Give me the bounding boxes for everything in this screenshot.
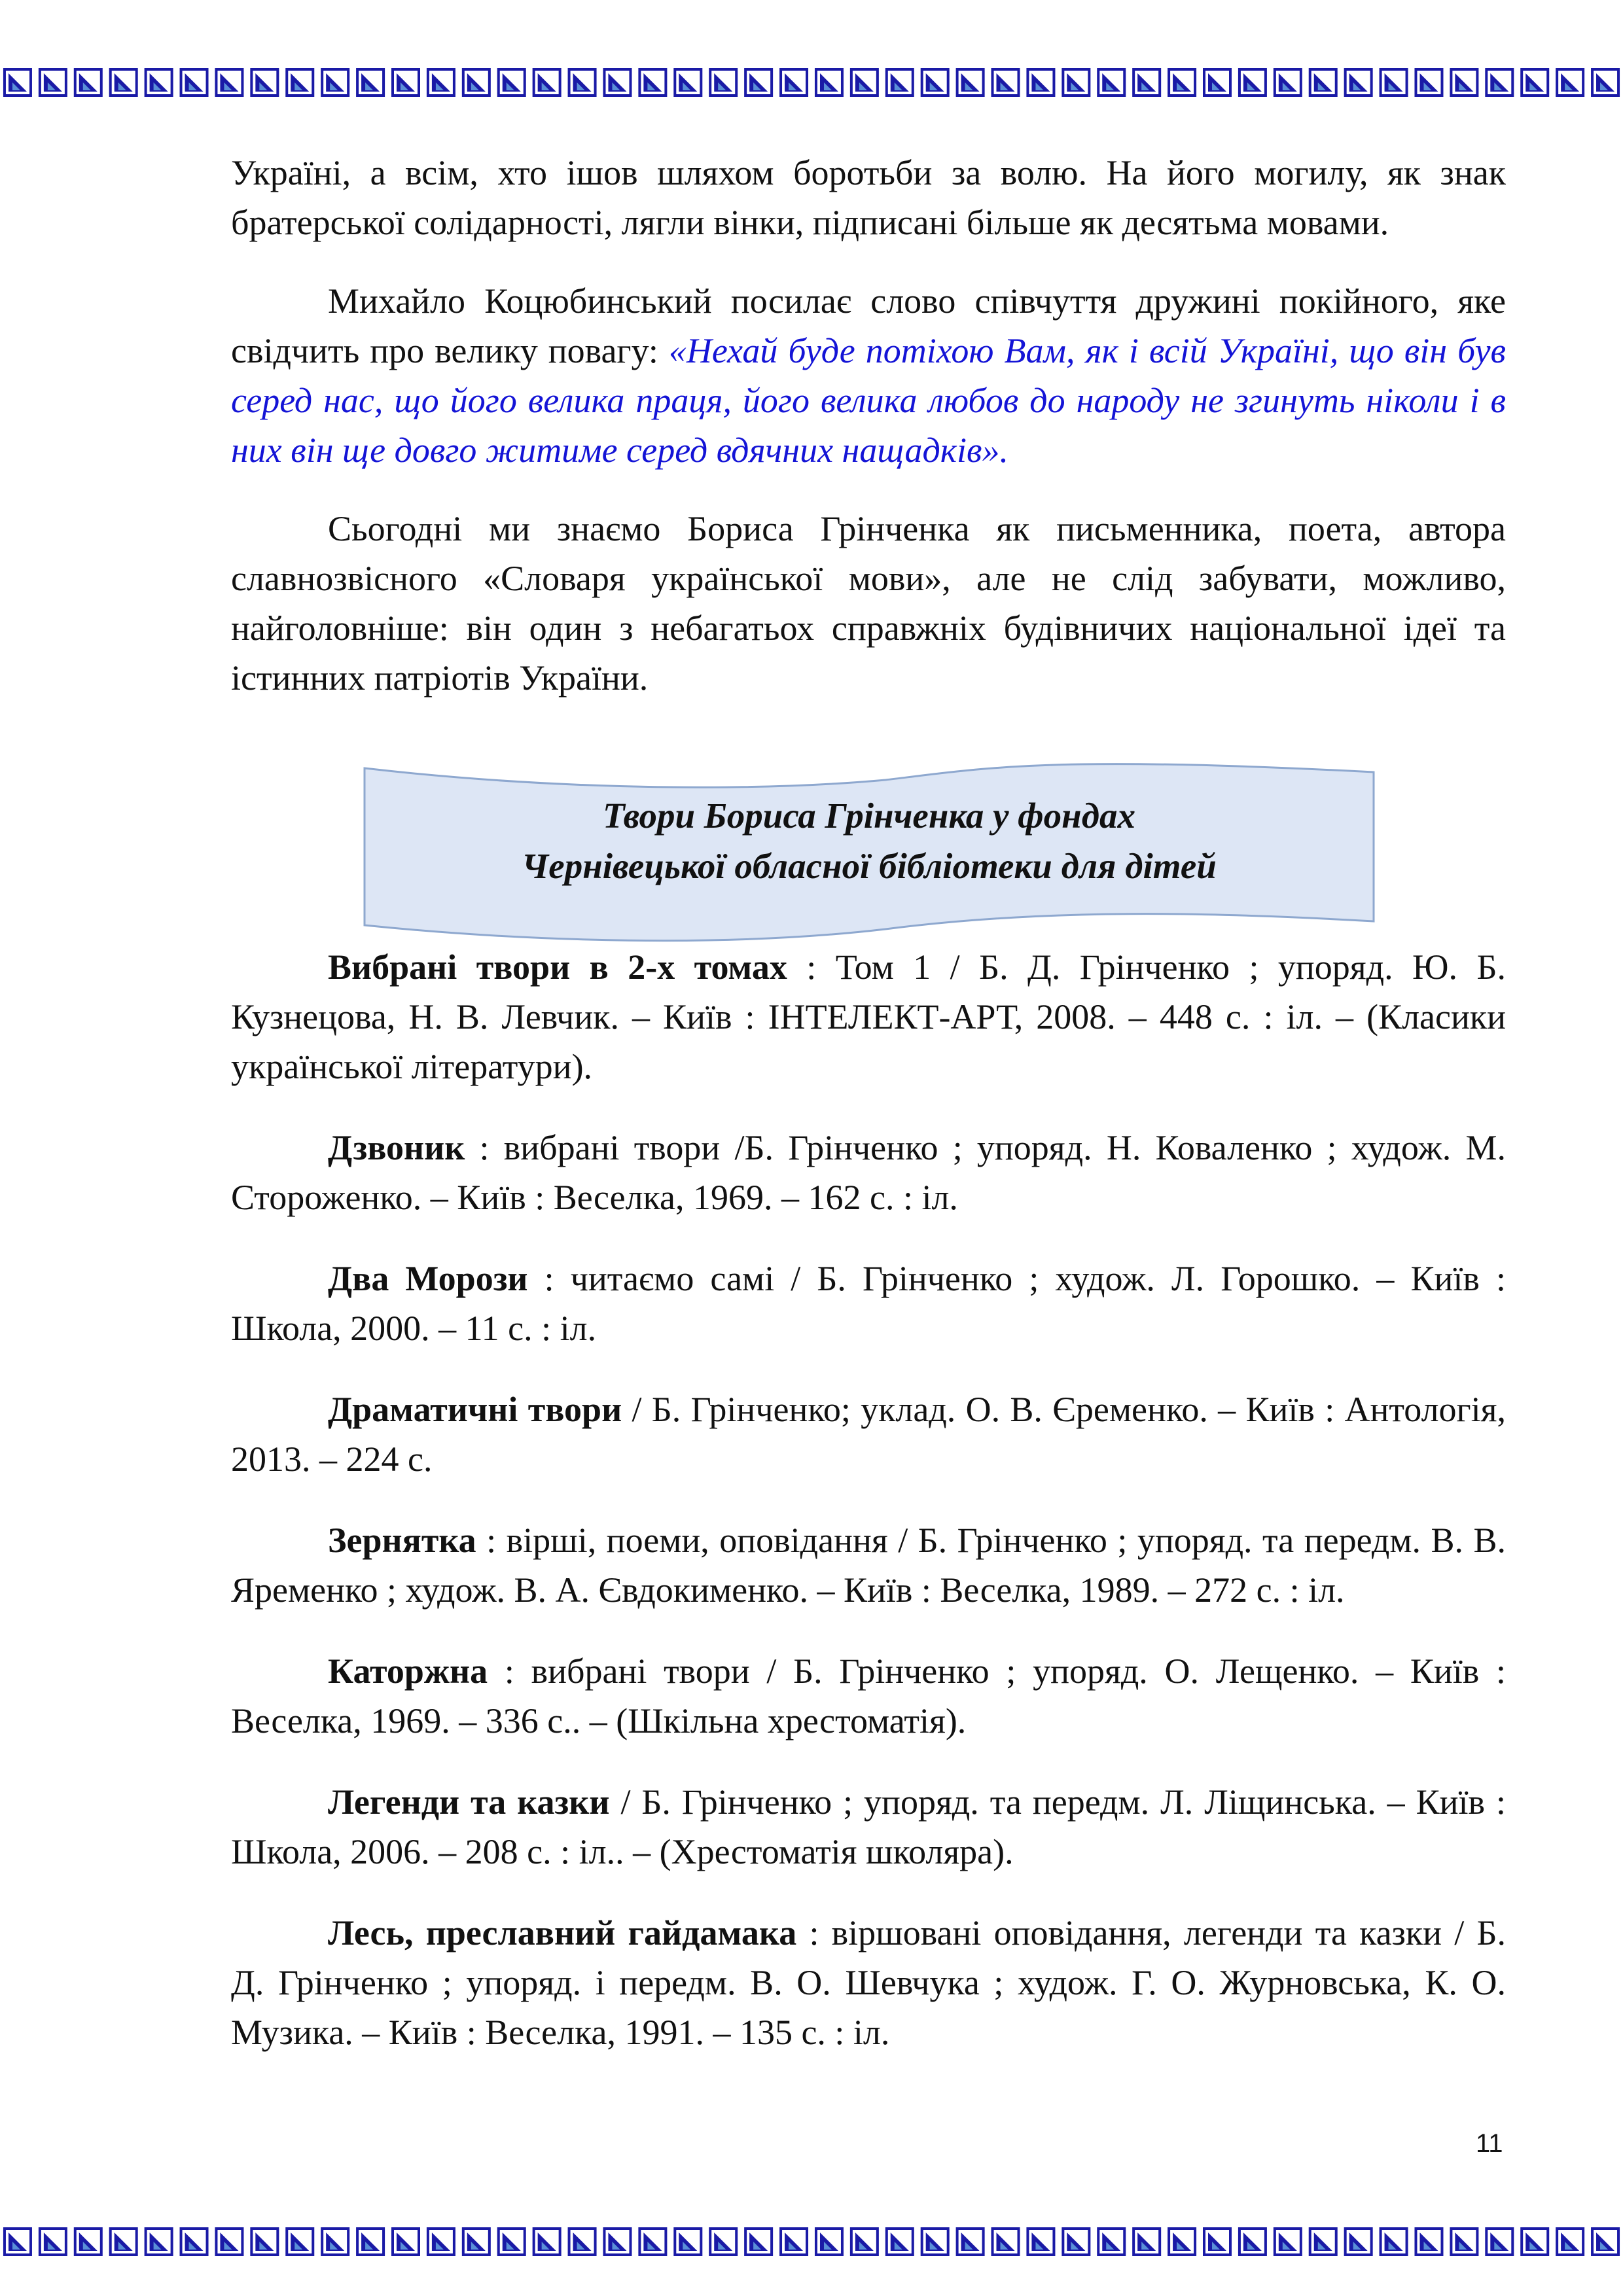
book-entry [231,1385,1506,1484]
blue-arrow-square-icon [1451,2229,1477,2255]
blue-arrow-square-icon [181,69,207,96]
blue-arrow-square-icon [1557,2229,1583,2255]
paragraph-2 [231,276,1506,475]
blue-arrow-square-icon [922,69,948,96]
blue-arrow-square-icon [1381,2229,1407,2255]
blue-arrow-square-icon [1204,69,1230,96]
blue-arrow-square-icon [499,2229,525,2255]
blue-arrow-square-icon [1063,2229,1089,2255]
book-details: : вірші, поеми, оповідання / Б. Грінченко ; упоряд. та передм. В. В. Яременко ; худож. В. А. Євдокименко. – Київ : Веселка, 1989. – 272 с. : іл. [231,1521,1506,1610]
blue-arrow-square-icon [1310,69,1336,96]
blue-arrow-square-icon [710,69,736,96]
blue-arrow-square-icon [287,69,313,96]
blue-arrow-square-icon [1240,2229,1266,2255]
blue-arrow-square-icon [1169,2229,1195,2255]
blue-arrow-square-icon [922,2229,948,2255]
blue-arrow-square-icon [1027,69,1054,96]
blue-arrow-square-icon [216,2229,242,2255]
blue-arrow-square-icon [1169,69,1195,96]
blue-arrow-square-icon [5,2229,31,2255]
paragraph-1: Україні, а всім, хто ішов шляхом боротьби за волю. На його могилу, як знак братерської солідарності, лягли вінки, підписані більше як десятьма мовами. [231,153,1506,242]
blue-arrow-square-icon [181,2229,207,2255]
blue-arrow-square-icon [5,69,31,96]
blue-arrow-square-icon [534,69,560,96]
blue-arrow-square-icon [887,69,913,96]
blue-arrow-square-icon [569,2229,596,2255]
book-title: Драматичні твори [328,1390,622,1429]
blue-arrow-square-icon [1592,69,1618,96]
blue-arrow-square-icon [1275,2229,1301,2255]
blue-arrow-square-icon [957,69,984,96]
book-details: / Б. Грінченко; уклад. О. В. Єременко. – Київ : Антологія, 2013. – 224 с. [231,1390,1507,1479]
book-list [231,942,1506,2057]
blue-arrow-square-icon [781,2229,807,2255]
blue-arrow-square-icon [1275,69,1301,96]
blue-arrow-square-icon [1346,69,1372,96]
blue-arrow-square-icon [1557,69,1583,96]
blue-arrow-square-icon [816,2229,842,2255]
blue-arrow-square-icon [816,69,842,96]
section-banner [362,758,1376,947]
blue-arrow-square-icon [287,2229,313,2255]
blue-arrow-square-icon [1381,69,1407,96]
blue-arrow-square-icon [146,2229,172,2255]
blue-arrow-square-icon [1522,69,1548,96]
blue-arrow-square-icon [1346,2229,1372,2255]
book-title: Лесь, преславний гайдамака [328,1913,797,1952]
blue-arrow-square-icon [393,69,419,96]
book-entry [231,1777,1506,1877]
book-entry [231,1908,1506,2057]
book-details: : віршовані оповідання, легенди та казки / Б. Д. Грінченко ; упоряд. і передм. В. О. Шевчука ; худож. Г. О. Журновська, К. О. Музика. – Київ : Веселка, 1991. – 135 с. : іл. [231,1913,1506,2052]
blue-arrow-square-icon [75,69,101,96]
blue-arrow-square-icon [1204,2229,1230,2255]
banner-title [362,790,1376,891]
top-border-ornament [0,65,1623,99]
book-title: Дзвоник [328,1128,465,1167]
blue-arrow-square-icon [146,69,172,96]
blue-arrow-square-icon [1063,69,1089,96]
blue-arrow-square-icon [1133,69,1160,96]
blue-arrow-square-icon [499,69,525,96]
blue-arrow-square-icon [357,69,383,96]
blue-arrow-square-icon [887,2229,913,2255]
blue-arrow-square-icon [1098,2229,1124,2255]
bottom-border-ornament [0,2225,1623,2259]
blue-arrow-square-icon [604,69,630,96]
book-title: Вибрані твори в 2-х томах [328,947,787,987]
blue-arrow-square-icon [534,2229,560,2255]
blue-arrow-square-icon [675,2229,701,2255]
blue-arrow-square-icon [639,2229,666,2255]
blue-arrow-square-icon [1486,69,1512,96]
blue-arrow-square-icon [1098,69,1124,96]
blue-arrow-square-icon [75,2229,101,2255]
banner-title-line-1: Твори Бориса Грінченка у фондах [603,796,1135,836]
blue-arrow-square-icon [393,2229,419,2255]
blue-arrow-square-icon [604,2229,630,2255]
page-number: 11 [1476,2129,1503,2158]
blue-arrow-square-icon [428,69,454,96]
blue-arrow-square-icon [40,2229,66,2255]
banner-title-line-2: Чернівецької обласної бібліотеки для дітей [522,846,1217,886]
book-details: : читаємо самі / Б. Грінченко ; худож. Л. Горошко. – Київ : Школа, 2000. – 11 с. : іл. [231,1259,1506,1348]
blue-arrow-square-icon [745,2229,772,2255]
book-details: : вибрані твори /Б. Грінченко ; упоряд. Н. Коваленко ; худож. М. Стороженко. – Київ : Веселка, 1969. – 162 с. : іл. [231,1128,1506,1217]
blue-arrow-square-icon [1133,2229,1160,2255]
book-entry [231,1646,1506,1746]
book-entry [231,942,1506,1091]
blue-arrow-square-icon [1522,2229,1548,2255]
blue-arrow-square-icon [993,2229,1019,2255]
blue-arrow-square-icon [1451,69,1477,96]
blue-arrow-square-icon [781,69,807,96]
book-details: / Б. Грінченко ; упоряд. та передм. Л. Ліщинська. – Київ : Школа, 2006. – 208 с. : іл.. – (Хрестоматія школяра). [231,1782,1506,1871]
blue-arrow-square-icon [216,69,242,96]
blue-arrow-square-icon [1240,69,1266,96]
book-details: : Том 1 / Б. Д. Грінченко ; упоряд. Ю. Б. Кузнецова, Н. В. Левчик. – Київ : ІНТЕЛЕКТ-АРТ, 2008. – 448 с. : іл. – (Класики української літератури). [231,947,1506,1086]
blue-arrow-square-icon [851,2229,878,2255]
blue-arrow-square-icon [322,69,348,96]
blue-arrow-square-icon [1310,2229,1336,2255]
blue-arrow-square-icon [463,2229,490,2255]
book-title: Два Морози [328,1259,528,1298]
blue-arrow-square-icon [675,69,701,96]
blue-arrow-square-icon [428,2229,454,2255]
book-details: : вибрані твори / Б. Грінченко ; упоряд. О. Лещенко. – Київ : Веселка, 1969. – 336 с.. – (Шкільна хрестоматія). [231,1651,1506,1740]
blue-arrow-square-icon [251,69,277,96]
blue-arrow-square-icon [40,69,66,96]
blue-arrow-square-icon [111,2229,137,2255]
blue-arrow-square-icon [851,69,878,96]
blue-arrow-square-icon [639,69,666,96]
blue-arrow-square-icon [1486,2229,1512,2255]
blue-arrow-square-icon [251,2229,277,2255]
blue-arrow-square-icon [1592,2229,1618,2255]
blue-arrow-square-icon [569,69,596,96]
blue-arrow-square-icon [957,2229,984,2255]
book-title: Легенди та казки [328,1782,610,1822]
intro-text [231,148,1506,703]
blue-arrow-square-icon [1416,69,1442,96]
blue-arrow-square-icon [710,2229,736,2255]
kotsiubynsky-quote: «Нехай буде потіхою Вам, як і всій Україні, що він був серед нас, що його велика праця, його велика любов до народу не згинуть ніколи і в них він ще довго житиме серед вдячних нащадків». [231,331,1506,470]
book-title: Каторжна [328,1651,488,1691]
book-entry [231,1123,1506,1222]
book-entry [231,1515,1506,1615]
paragraph-3: Сьогодні ми знаємо Бориса Грінченка як письменника, поета, автора славнозвісного «Словаря української мови», але не слід забувати, можливо, найголовніше: він один з небагатьох справжніх будівничих національної ідеї та істинних патріотів України. [231,509,1506,698]
blue-arrow-square-icon [1027,2229,1054,2255]
book-entry [231,1254,1506,1353]
book-title: Зернятка [328,1521,476,1560]
blue-arrow-square-icon [993,69,1019,96]
blue-arrow-square-icon [357,2229,383,2255]
blue-arrow-square-icon [322,2229,348,2255]
paragraph-2-text: Михайло Коцюбинський посилає слово співчуття дружині покійного, яке свідчить про велику повагу: [231,281,1506,370]
blue-arrow-square-icon [1416,2229,1442,2255]
blue-arrow-square-icon [111,69,137,96]
blue-arrow-square-icon [745,69,772,96]
blue-arrow-square-icon [463,69,490,96]
